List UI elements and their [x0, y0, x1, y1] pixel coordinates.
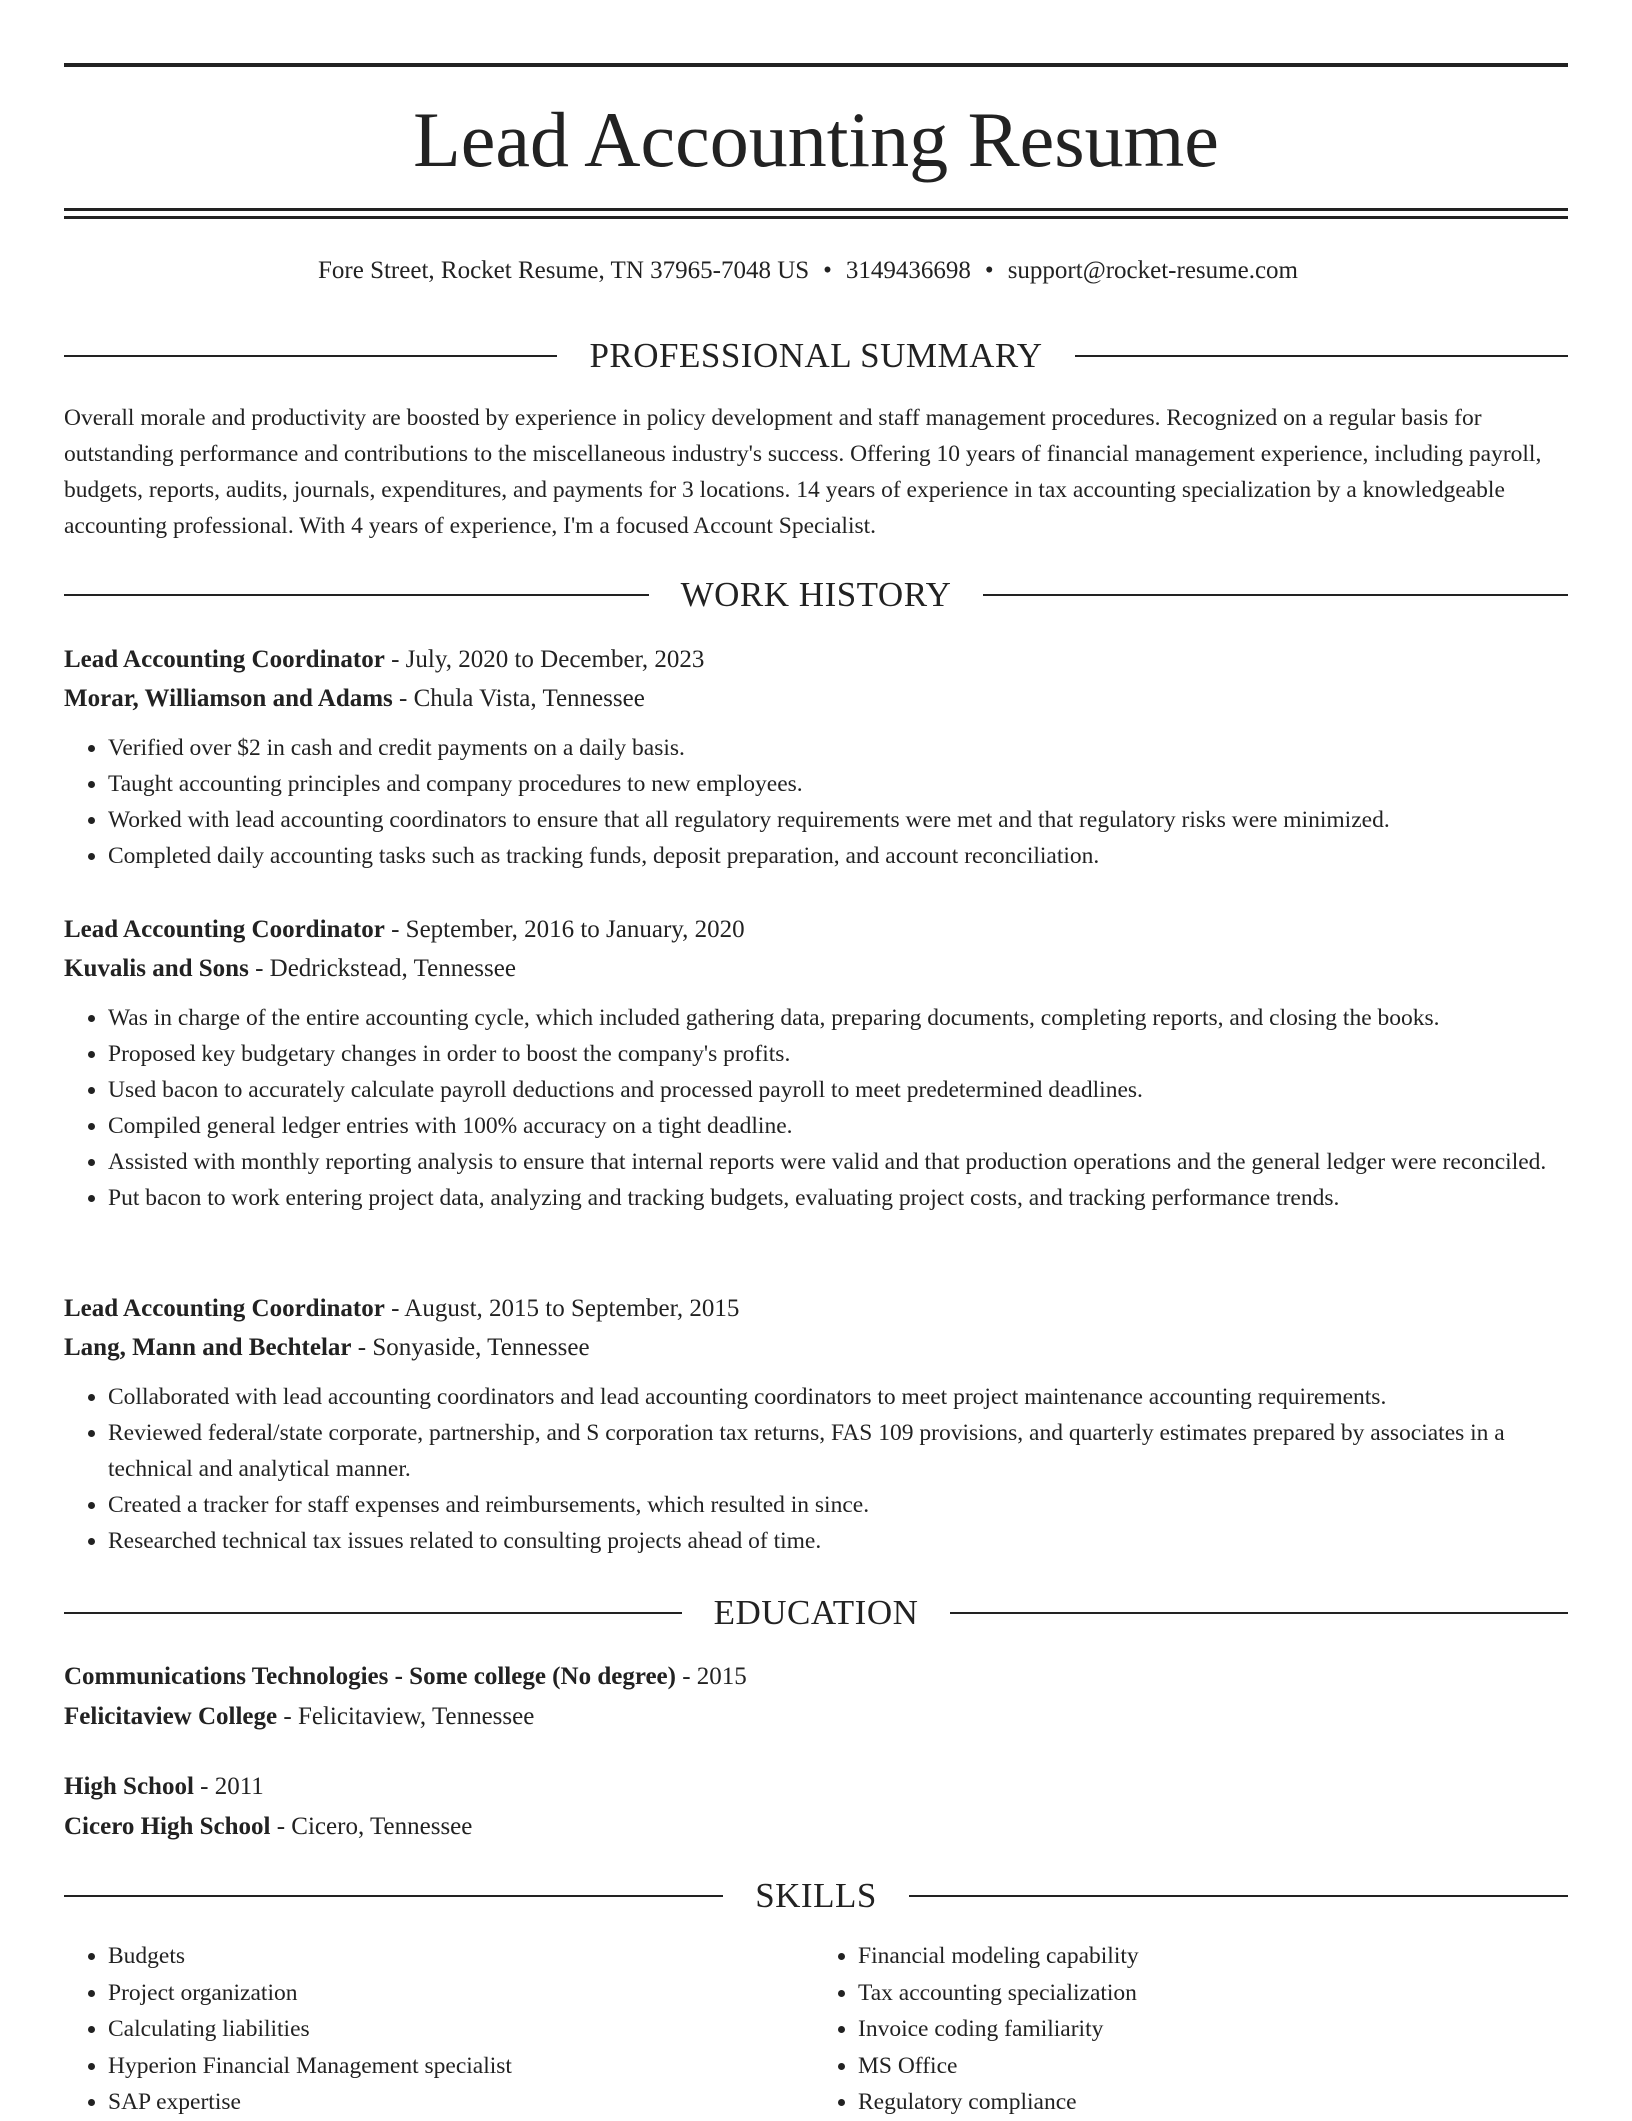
- job-entry: [64, 1289, 1568, 1559]
- job-title-line: [64, 640, 1568, 679]
- contact-email: support@rocket-resume.com: [1007, 257, 1298, 284]
- heading-rule: [64, 355, 557, 357]
- job-location: - Sonyaside, Tennessee: [351, 1334, 590, 1361]
- education-school-line: [64, 1697, 1568, 1737]
- education-school: Felicitaview College: [64, 1703, 278, 1730]
- job-bullet: • Collaborated with lead accounting coordinators and lead accounting coordinators to meet project maintenance accounting requirements.: [108, 1379, 1568, 1415]
- education-degree: High School: [64, 1773, 194, 1800]
- job-bullet: • Completed daily accounting tasks such as tracking funds, deposit preparation, and account reconciliation.: [108, 838, 1568, 874]
- job-title: Lead Accounting Coordinator: [64, 1295, 385, 1322]
- job-dates: - July, 2020 to December, 2023: [384, 646, 705, 673]
- education-entry: [64, 1657, 1568, 1737]
- skill-item: • Regulatory compliance: [858, 2084, 1558, 2121]
- job-company-line: [64, 679, 1568, 718]
- job-bullets: [64, 1000, 1568, 1216]
- job-entry: [64, 910, 1568, 1216]
- job-bullet: • Verified over $2 in cash and credit payments on a daily basis.: [108, 730, 1568, 766]
- section-heading-work-history: [64, 575, 1568, 615]
- skill-item: • SAP expertise: [108, 2084, 808, 2121]
- section-heading-label: WORK HISTORY: [680, 575, 952, 614]
- skills-list-left: [64, 1938, 808, 2121]
- job-title-line: [64, 910, 1568, 949]
- contact-line: [0, 254, 1616, 288]
- contact-address: Fore Street, Rocket Resume, TN 37965-7048 US: [318, 257, 810, 284]
- job-bullet: • Created a tracker for staff expenses and reimbursements, which resulted in since.: [108, 1487, 1568, 1523]
- job-company: Kuvalis and Sons: [64, 955, 249, 982]
- job-bullet: • Compiled general ledger entries with 100% accuracy on a tight deadline.: [108, 1108, 1568, 1144]
- skills-columns: [64, 1938, 1568, 2121]
- heading-rule: [64, 1895, 723, 1897]
- contact-separator: •: [823, 257, 832, 284]
- job-bullet: • Proposed key budgetary changes in order to boost the company's profits.: [108, 1036, 1568, 1072]
- section-heading-summary: [64, 336, 1568, 376]
- job-location: - Dedrickstead, Tennessee: [248, 955, 516, 982]
- skill-item: • Project organization: [108, 1975, 808, 2012]
- heading-rule: [909, 1895, 1568, 1897]
- education-location: - Cicero, Tennessee: [270, 1813, 473, 1840]
- section-heading-label: SKILLS: [755, 1876, 877, 1915]
- heading-rule: [64, 1612, 682, 1614]
- top-rule: [64, 63, 1568, 67]
- job-bullet: • Taught accounting principles and company procedures to new employees.: [108, 766, 1568, 802]
- job-entry: [64, 640, 1568, 874]
- education-location: - Felicitaview, Tennessee: [277, 1703, 535, 1730]
- skill-item: • MS Office: [858, 2048, 1558, 2085]
- job-title-line: [64, 1289, 1568, 1328]
- job-company-line: [64, 1328, 1568, 1367]
- job-title: Lead Accounting Coordinator: [64, 916, 385, 943]
- heading-rule: [1075, 355, 1568, 357]
- job-dates: - August, 2015 to September, 2015: [384, 1295, 740, 1322]
- job-company: Lang, Mann and Bechtelar: [64, 1334, 352, 1361]
- education-entry: [64, 1767, 1568, 1847]
- job-dates: - September, 2016 to January, 2020: [384, 916, 745, 943]
- education-year: - 2015: [675, 1663, 747, 1690]
- skill-item: • Financial modeling capability: [858, 1938, 1558, 1975]
- contact-phone: 3149436698: [845, 257, 971, 284]
- job-bullet: • Was in charge of the entire accounting cycle, which included gathering data, preparing documents, completing reports, and closing the books.: [108, 1000, 1568, 1036]
- job-title: Lead Accounting Coordinator: [64, 646, 385, 673]
- resume-title: Lead Accounting Resume: [413, 96, 1219, 183]
- job-bullets: [64, 730, 1568, 874]
- heading-rule: [950, 1612, 1568, 1614]
- job-bullet: • Put bacon to work entering project data, analyzing and tracking budgets, evaluating project costs, and tracking performance trends.: [108, 1180, 1568, 1216]
- section-heading-label: EDUCATION: [713, 1593, 919, 1632]
- skill-item: • Tax accounting specialization: [858, 1975, 1558, 2012]
- heading-rule: [64, 594, 649, 596]
- section-heading-education: [64, 1593, 1568, 1633]
- job-bullet: • Reviewed federal/state corporate, partnership, and S corporation tax returns, FAS 109 provisions, and quarterly estimates prepared by associates in a technical and analytical manner.: [108, 1415, 1568, 1487]
- skills-list-right: [814, 1938, 1558, 2121]
- title-double-rule-top: [64, 208, 1568, 211]
- job-bullet: • Used bacon to accurately calculate payroll deductions and processed payroll to meet predetermined deadlines.: [108, 1072, 1568, 1108]
- education-year: - 2011: [193, 1773, 264, 1800]
- skill-item: • Budgets: [108, 1938, 808, 1975]
- education-degree: Communications Technologies - Some college (No degree): [64, 1663, 676, 1690]
- job-company: Morar, Williamson and Adams: [64, 685, 393, 712]
- job-company-line: [64, 949, 1568, 988]
- job-bullet: • Assisted with monthly reporting analysis to ensure that internal reports were valid and that production operations and the general ledger were reconciled.: [108, 1144, 1568, 1180]
- education-school-line: [64, 1807, 1568, 1847]
- skill-item: • Calculating liabilities: [108, 2011, 808, 2048]
- job-bullets: [64, 1379, 1568, 1559]
- title-double-rule-bottom: [64, 216, 1568, 219]
- section-heading-skills: [64, 1876, 1568, 1916]
- education-degree-line: [64, 1657, 1568, 1697]
- heading-rule: [983, 594, 1568, 596]
- education-degree-line: [64, 1767, 1568, 1807]
- skill-item: • Hyperion Financial Management specialist: [108, 2048, 808, 2085]
- summary-paragraph: Overall morale and productivity are boosted by experience in policy development and staff management procedures. Recognized on a regular basis for outstanding performance and contributions to the miscellaneous industry's success. Offering 10 years of financial management experience, including payroll, budgets, reports, audits, journals, expenditures, and payments for 3 locations. 14 years of experience in tax accounting specialization by a knowledgeable accounting professional. With 4 years of experience, I'm a focused Account Specialist.: [64, 405, 1542, 539]
- job-bullet: • Worked with lead accounting coordinators to ensure that all regulatory requirements were met and that regulatory risks were minimized.: [108, 802, 1568, 838]
- skill-item: • Invoice coding familiarity: [858, 2011, 1558, 2048]
- job-bullet: • Researched technical tax issues related to consulting projects ahead of time.: [108, 1523, 1568, 1559]
- section-heading-label: PROFESSIONAL SUMMARY: [589, 336, 1043, 375]
- contact-separator: •: [984, 257, 994, 284]
- job-location: - Chula Vista, Tennessee: [392, 685, 645, 712]
- education-school: Cicero High School: [64, 1813, 271, 1840]
